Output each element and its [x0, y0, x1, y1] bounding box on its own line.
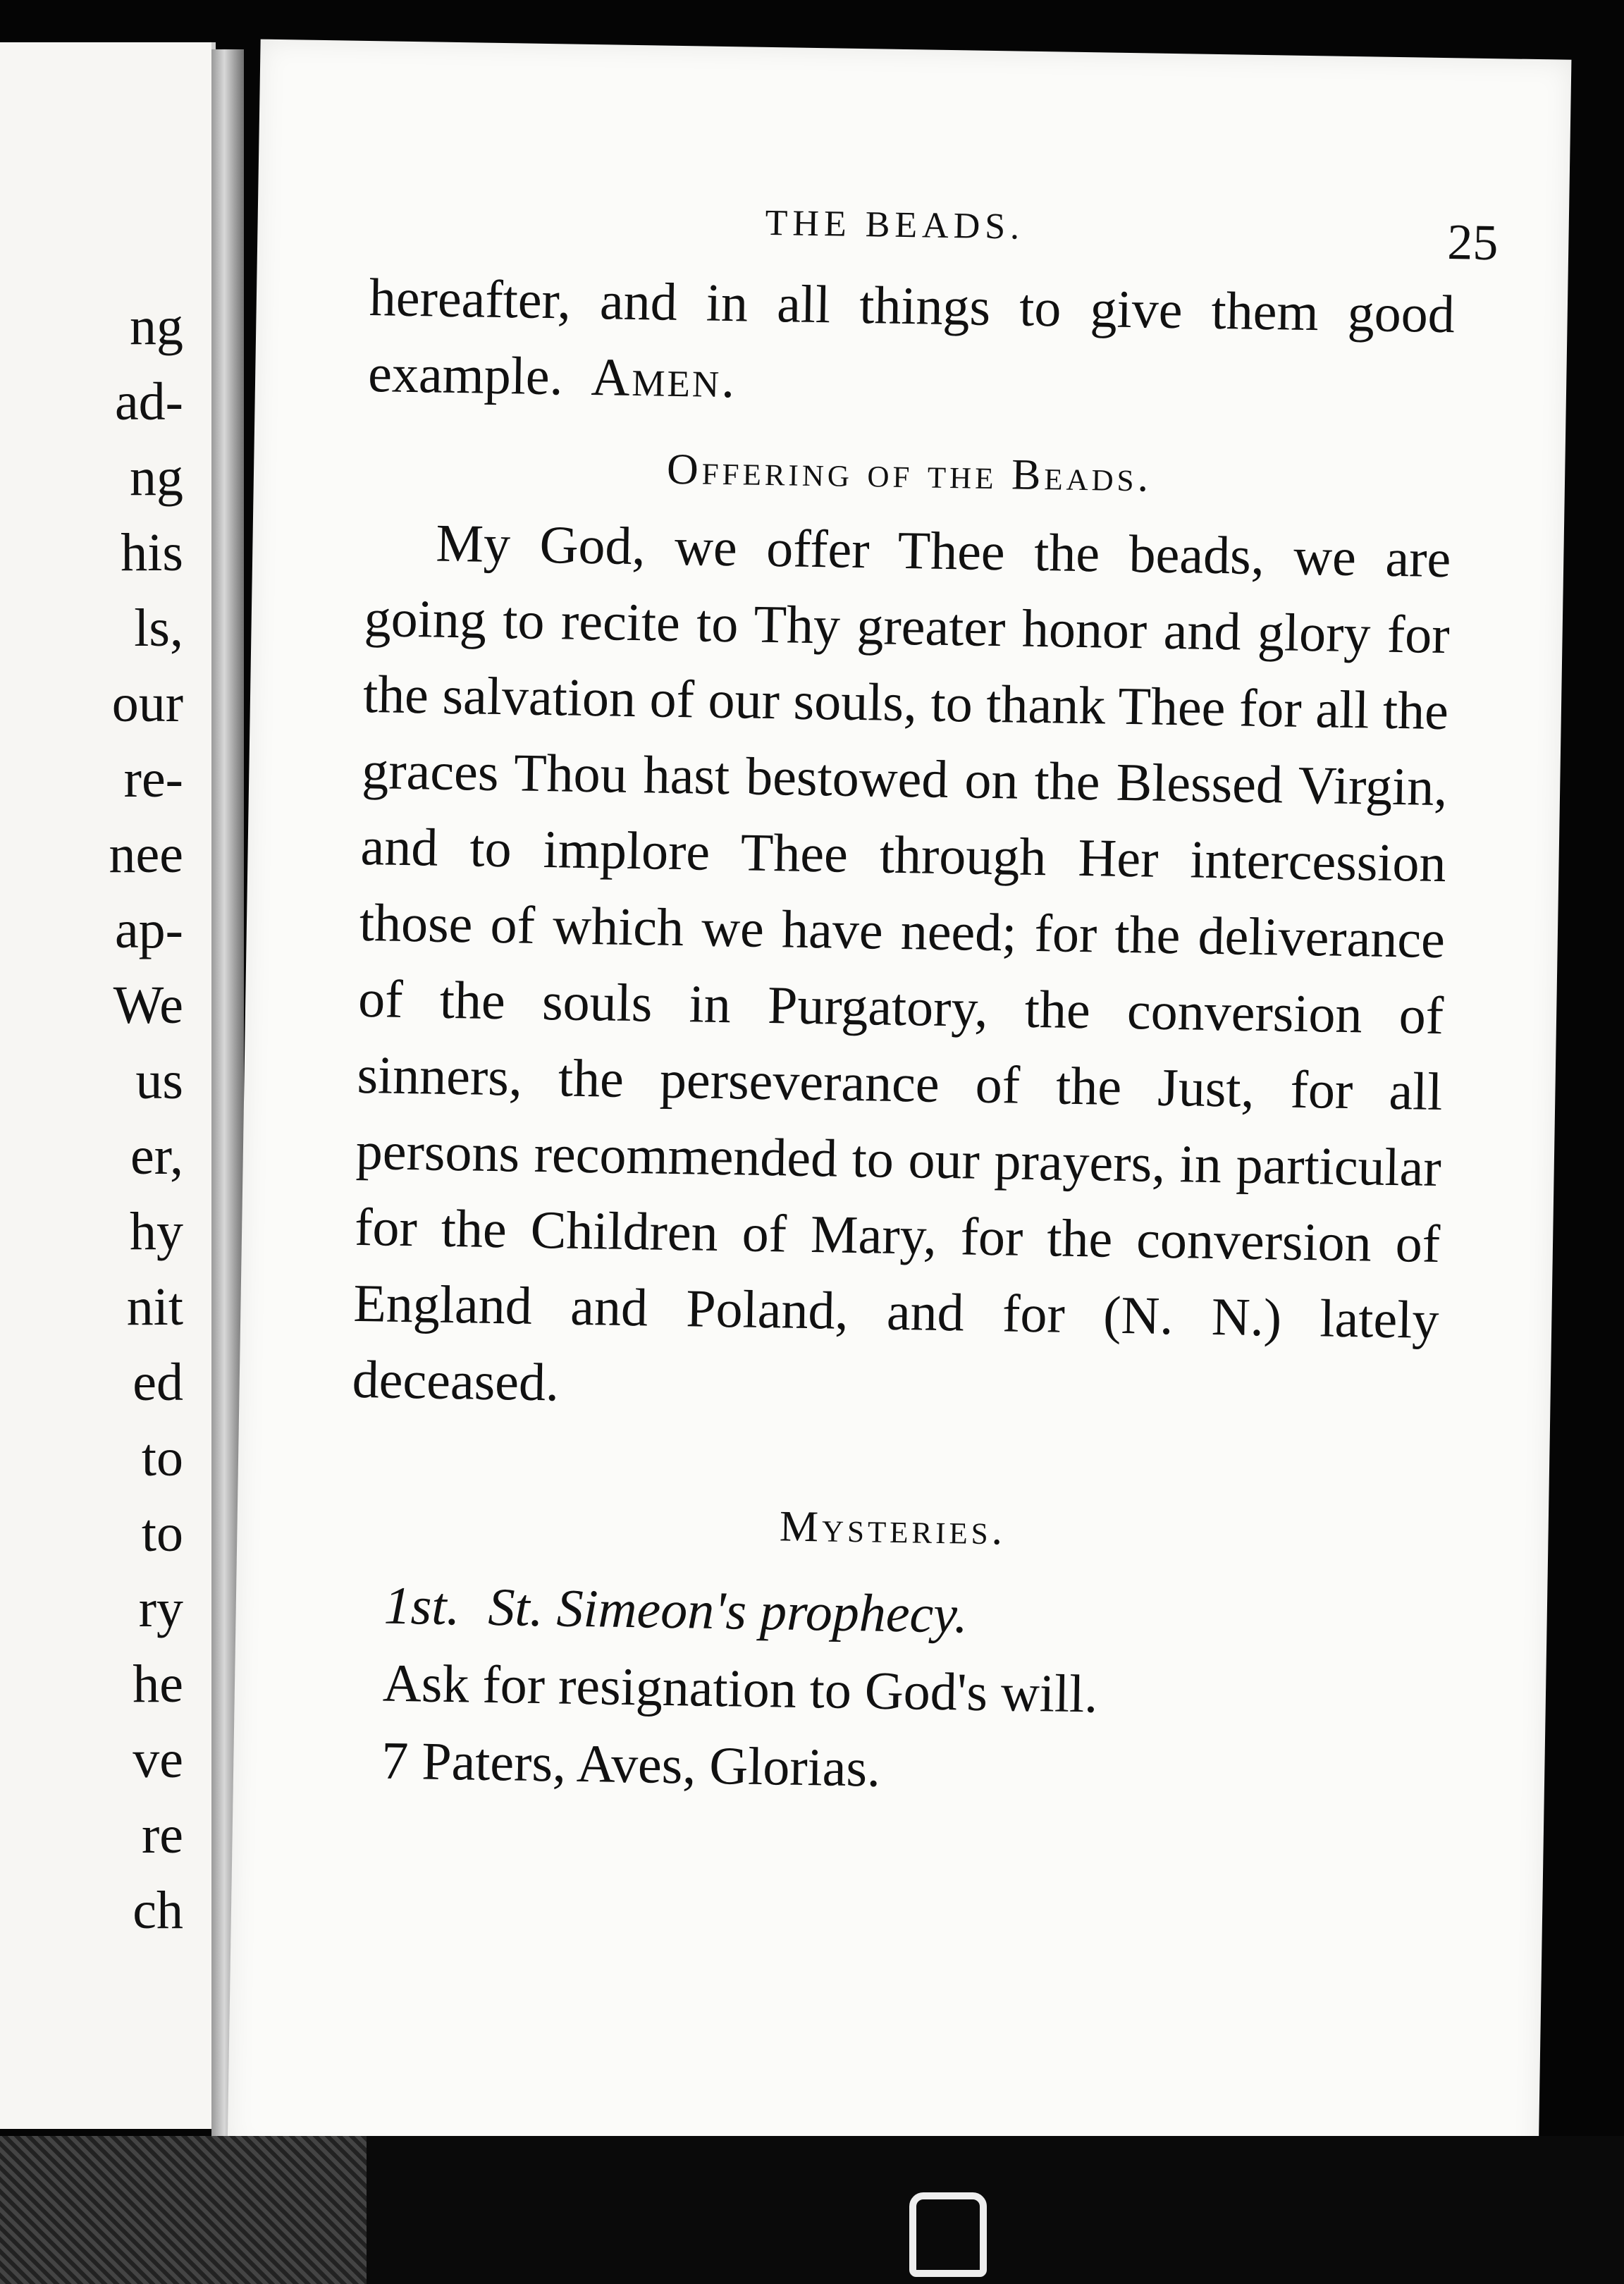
offering-paragraph: My God, we offer Thee the beads, we are going to recite to Thy greater honor and glory for the salvation of our souls, to thank Thee for all the graces Thou hast bestowed on the Blessed Virgin, and to implore Thee through Her intercession those of which we have need; for the deliverance of the souls in Purgatory, the conversion of sinners, the perseverance of the Just, for all persons recommended to our prayers, in particular for the Children of Mary, for the conversion of England and Poland, and for (N. N.) lately deceased. [352, 513, 1451, 1413]
left-fragment: to [141, 1504, 183, 1563]
continuation-text: hereafter, and in all things to give them good example. [367, 268, 1456, 407]
scanner-bed-strip [0, 2136, 1624, 2284]
left-page [0, 42, 216, 2129]
left-fragment: re [141, 1805, 183, 1865]
left-fragment: our [111, 674, 183, 733]
offering-heading: Offering of the Beads. [666, 445, 1152, 501]
left-fragment: ch [133, 1881, 183, 1940]
amen-word: Amen. [590, 348, 737, 410]
left-fragment: ry [138, 1579, 183, 1638]
left-fragment: us [135, 1051, 183, 1110]
cloth-texture [0, 2136, 367, 2284]
page-number: 25 [1446, 214, 1499, 271]
mystery-number: 1st. [383, 1576, 461, 1637]
left-fragment: his [121, 523, 183, 582]
right-page [228, 39, 1572, 2175]
left-fragment: nee [109, 825, 183, 884]
left-fragment: ls, [134, 598, 183, 658]
mysteries-heading: Mysteries. [779, 1502, 1007, 1554]
running-title: THE BEADS. [765, 202, 1025, 247]
left-fragment: nit [126, 1277, 183, 1337]
left-fragment: We [113, 976, 183, 1035]
continuation-paragraph [367, 259, 1455, 429]
page-text-block [345, 196, 1499, 1816]
left-fragment: ap- [114, 900, 183, 959]
left-fragment: ng [130, 448, 183, 507]
mystery-petition: Ask for resignation to God's will. [382, 1653, 1098, 1724]
left-fragment: er, [130, 1126, 183, 1186]
mystery-prayers: 7 Paters, Aves, Glorias. [381, 1731, 881, 1798]
left-page-text-fragments [109, 289, 183, 1948]
left-fragment: hy [130, 1202, 183, 1261]
left-fragment: he [133, 1654, 183, 1714]
left-fragment: ad- [114, 372, 183, 431]
left-fragment: re- [123, 749, 183, 809]
left-fragment: ed [133, 1353, 183, 1412]
left-fragment: to [141, 1428, 183, 1487]
left-fragment: ve [133, 1730, 183, 1789]
mystery-title: St. Simeon's prophecy. [487, 1577, 968, 1645]
left-fragment: ng [130, 297, 183, 356]
page-clip [909, 2192, 987, 2277]
